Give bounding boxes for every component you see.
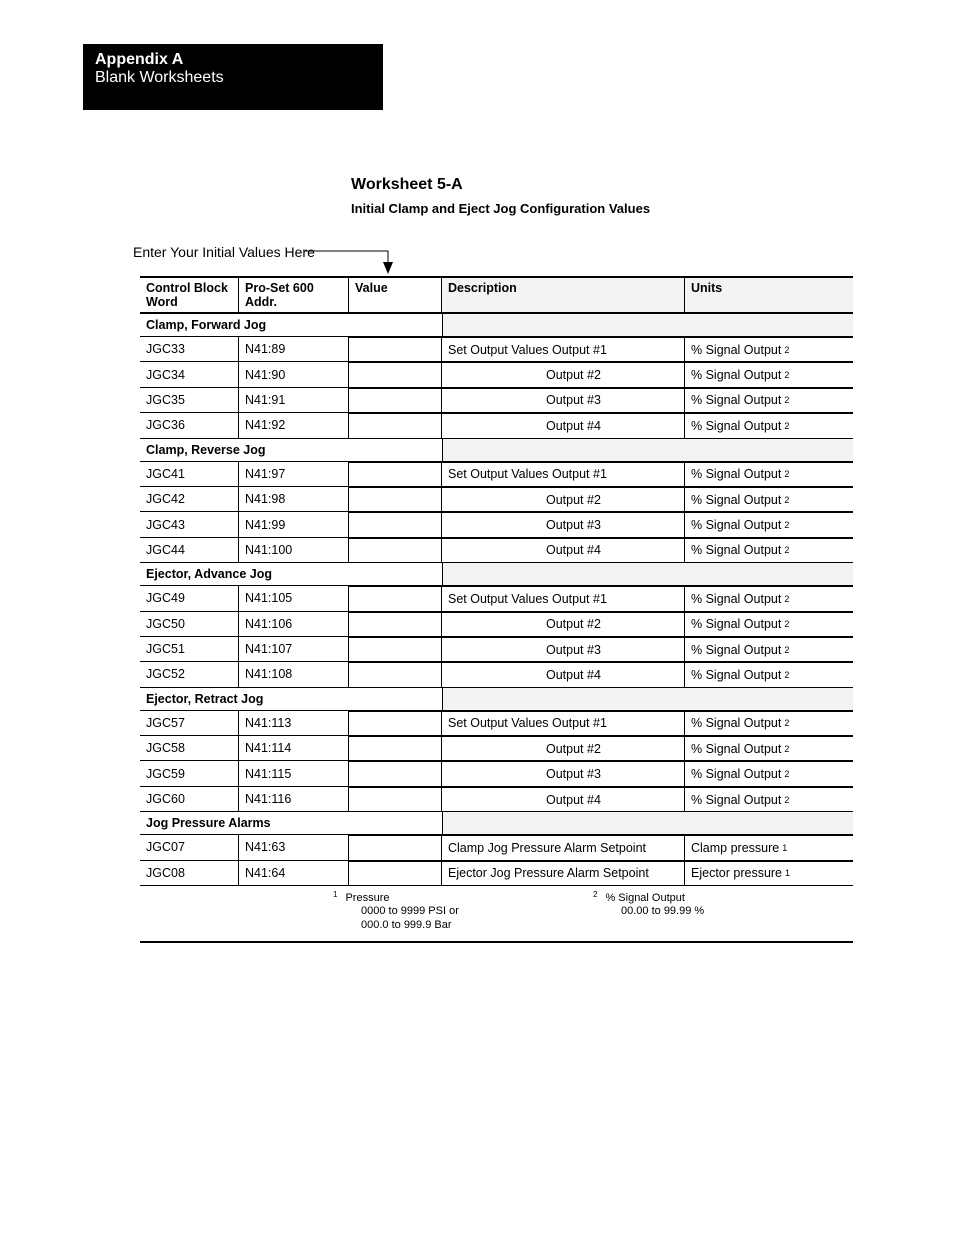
- units-footnote-ref: 2: [784, 344, 790, 355]
- table-row: [140, 787, 853, 812]
- control-block-word: JGC08: [140, 861, 239, 885]
- description-cell: Set Output Values Output #1: [442, 462, 685, 486]
- control-block-word: JGC60: [140, 787, 239, 811]
- footnote-line: % Signal Output: [605, 892, 685, 905]
- value-entry-cell[interactable]: [349, 861, 442, 885]
- control-block-word: JGC51: [140, 637, 239, 661]
- table-row: [140, 362, 853, 387]
- section-shade: [442, 812, 853, 834]
- units-footnote-ref: 2: [784, 469, 790, 480]
- value-entry-cell[interactable]: [349, 612, 442, 636]
- units-footnote-ref: 2: [784, 520, 790, 531]
- units-text: % Signal Output: [691, 642, 782, 657]
- worksheet-table: [140, 276, 853, 943]
- description-cell: Output #2: [442, 362, 685, 386]
- col-header-units: Units: [685, 278, 853, 312]
- table-row: [140, 538, 853, 563]
- description-cell: Output #2: [442, 487, 685, 511]
- units-cell: [685, 512, 853, 536]
- value-entry-cell[interactable]: [349, 787, 442, 811]
- units-text: % Signal Output: [691, 591, 782, 606]
- units-text: % Signal Output: [691, 467, 782, 482]
- address-cell: N41:106: [239, 612, 349, 636]
- value-entry-cell[interactable]: [349, 512, 442, 536]
- units-text: % Signal Output: [691, 418, 782, 433]
- description-cell: Output #2: [442, 612, 685, 636]
- address-cell: N41:108: [239, 662, 349, 686]
- section-label: Ejector, Retract Jog: [146, 691, 264, 706]
- table-row: [140, 761, 853, 786]
- units-text: % Signal Output: [691, 543, 782, 558]
- control-block-word: JGC52: [140, 662, 239, 686]
- address-cell: N41:90: [239, 362, 349, 386]
- col-header-value: Value: [349, 278, 442, 312]
- units-footnote-ref: 1: [785, 868, 791, 879]
- units-footnote-ref: 1: [782, 842, 788, 853]
- units-cell: [685, 388, 853, 412]
- control-block-word: JGC34: [140, 362, 239, 386]
- units-cell: [685, 612, 853, 636]
- appendix-title: Appendix A: [95, 51, 184, 68]
- section-shade: [442, 439, 853, 461]
- pointer-arrow-icon: [300, 245, 400, 277]
- section-shade: [442, 688, 853, 710]
- units-footnote-ref: 2: [784, 769, 790, 780]
- value-entry-cell[interactable]: [349, 835, 442, 859]
- units-footnote-ref: 2: [784, 619, 790, 630]
- address-cell: N41:114: [239, 736, 349, 760]
- value-entry-cell[interactable]: [349, 362, 442, 386]
- units-text: % Signal Output: [691, 667, 782, 682]
- address-cell: N41:63: [239, 835, 349, 859]
- units-footnote-ref: 2: [784, 395, 790, 406]
- units-cell: [685, 413, 853, 437]
- section-value-gap: [349, 563, 442, 585]
- section-label: Clamp, Reverse Jog: [146, 442, 266, 457]
- table-row: [140, 637, 853, 662]
- footnote-mark: 1: [333, 890, 338, 900]
- units-text: % Signal Output: [691, 342, 782, 357]
- value-entry-cell[interactable]: [349, 487, 442, 511]
- description-cell: Output #4: [442, 787, 685, 811]
- value-entry-cell[interactable]: [349, 413, 442, 437]
- worksheet-title: Worksheet 5-A: [351, 176, 463, 193]
- units-cell: [685, 736, 853, 760]
- units-footnote-ref: 2: [784, 593, 790, 604]
- control-block-word: JGC43: [140, 512, 239, 536]
- units-cell: [685, 662, 853, 686]
- control-block-word: JGC58: [140, 736, 239, 760]
- address-cell: N41:107: [239, 637, 349, 661]
- description-cell: Output #4: [442, 538, 685, 562]
- control-block-word: JGC35: [140, 388, 239, 412]
- section-shade: [442, 314, 853, 336]
- units-text: % Signal Output: [691, 518, 782, 533]
- section-row: [140, 812, 853, 835]
- units-cell: [685, 538, 853, 562]
- control-block-word: JGC33: [140, 337, 239, 361]
- table-row: [140, 337, 853, 362]
- footnote-line: Pressure: [345, 892, 390, 905]
- units-footnote-ref: 2: [784, 794, 790, 805]
- value-entry-cell[interactable]: [349, 662, 442, 686]
- footnote-mark: 2: [593, 890, 598, 900]
- appendix-header: [83, 44, 383, 110]
- value-entry-cell[interactable]: [349, 711, 442, 735]
- units-cell: [685, 861, 853, 885]
- value-entry-cell[interactable]: [349, 736, 442, 760]
- col-header-control-block-word: Control Block Word: [140, 278, 239, 312]
- section-row: [140, 314, 853, 337]
- table-row: [140, 413, 853, 438]
- units-cell: [685, 586, 853, 610]
- address-cell: N41:98: [239, 487, 349, 511]
- units-text: % Signal Output: [691, 767, 782, 782]
- control-block-word: JGC36: [140, 413, 239, 437]
- units-text: % Signal Output: [691, 393, 782, 408]
- address-cell: N41:99: [239, 512, 349, 536]
- col-header-description: Description: [442, 278, 685, 312]
- table-row: [140, 835, 853, 860]
- units-footnote-ref: 2: [784, 494, 790, 505]
- address-cell: N41:100: [239, 538, 349, 562]
- control-block-word: JGC41: [140, 462, 239, 486]
- control-block-word: JGC07: [140, 835, 239, 859]
- enter-values-label: Enter Your Initial Values Here: [133, 244, 315, 260]
- description-cell: Set Output Values Output #1: [442, 711, 685, 735]
- table-row: [140, 512, 853, 537]
- section-label: Clamp, Forward Jog: [146, 318, 267, 332]
- section-label: Jog Pressure Alarms: [146, 816, 271, 831]
- units-cell: [685, 711, 853, 735]
- footnotes: [140, 886, 853, 943]
- control-block-word: JGC49: [140, 586, 239, 610]
- section-value-gap: [349, 688, 442, 710]
- units-text: % Signal Output: [691, 617, 782, 632]
- address-cell: N41:113: [239, 711, 349, 735]
- units-text: % Signal Output: [691, 368, 782, 383]
- units-cell: [685, 337, 853, 361]
- units-cell: [685, 637, 853, 661]
- units-cell: [685, 487, 853, 511]
- description-cell: Output #4: [442, 413, 685, 437]
- footnote-1: [333, 890, 459, 932]
- units-footnote-ref: 2: [784, 545, 790, 556]
- address-cell: N41:97: [239, 462, 349, 486]
- footnote-line: 00.00 to 99.99 %: [621, 905, 705, 918]
- description-cell: Output #3: [442, 761, 685, 785]
- units-footnote-ref: 2: [784, 743, 790, 754]
- address-cell: N41:105: [239, 586, 349, 610]
- units-footnote-ref: 2: [784, 718, 790, 729]
- table-row: [140, 388, 853, 413]
- units-text: % Signal Output: [691, 716, 782, 731]
- control-block-word: JGC50: [140, 612, 239, 636]
- units-text: Ejector pressure: [691, 866, 783, 881]
- appendix-section: Blank Worksheets: [95, 69, 224, 86]
- units-cell: [685, 761, 853, 785]
- description-cell: Output #2: [442, 736, 685, 760]
- table-row: [140, 861, 853, 886]
- section-label: Ejector, Advance Jog: [146, 567, 272, 582]
- value-entry-cell[interactable]: [349, 388, 442, 412]
- units-cell: [685, 462, 853, 486]
- table-row: [140, 736, 853, 761]
- section-row: [140, 688, 853, 711]
- description-cell: Output #3: [442, 512, 685, 536]
- table-row: [140, 711, 853, 736]
- section-value-gap: [349, 314, 442, 336]
- value-entry-cell[interactable]: [349, 637, 442, 661]
- address-cell: N41:64: [239, 861, 349, 885]
- description-cell: Output #3: [442, 388, 685, 412]
- units-cell: [685, 835, 853, 859]
- description-cell: Ejector Jog Pressure Alarm Setpoint: [442, 861, 685, 885]
- table-row: [140, 487, 853, 512]
- description-cell: Set Output Values Output #1: [442, 586, 685, 610]
- section-row: [140, 563, 853, 586]
- section-row: [140, 439, 853, 462]
- units-cell: [685, 787, 853, 811]
- address-cell: N41:91: [239, 388, 349, 412]
- description-cell: Set Output Values Output #1: [442, 337, 685, 361]
- units-cell: [685, 362, 853, 386]
- footnote-line: 0000 to 9999 PSI or: [361, 905, 459, 918]
- address-cell: N41:115: [239, 761, 349, 785]
- table-row: [140, 612, 853, 637]
- address-cell: N41:92: [239, 413, 349, 437]
- control-block-word: JGC44: [140, 538, 239, 562]
- description-cell: Output #3: [442, 637, 685, 661]
- address-cell: N41:116: [239, 787, 349, 811]
- table-row: [140, 586, 853, 611]
- units-footnote-ref: 2: [784, 669, 790, 680]
- units-text: % Signal Output: [691, 741, 782, 756]
- value-entry-cell[interactable]: [349, 761, 442, 785]
- units-footnote-ref: 2: [784, 420, 790, 431]
- address-cell: N41:89: [239, 337, 349, 361]
- value-entry-cell[interactable]: [349, 538, 442, 562]
- value-entry-cell[interactable]: [349, 337, 442, 361]
- table-row: [140, 462, 853, 487]
- value-entry-cell[interactable]: [349, 586, 442, 610]
- units-footnote-ref: 2: [784, 644, 790, 655]
- units-text: % Signal Output: [691, 792, 782, 807]
- control-block-word: JGC59: [140, 761, 239, 785]
- table-row: [140, 662, 853, 687]
- description-cell: Clamp Jog Pressure Alarm Setpoint: [442, 835, 685, 859]
- control-block-word: JGC42: [140, 487, 239, 511]
- table-header-row: [140, 278, 853, 314]
- value-entry-cell[interactable]: [349, 462, 442, 486]
- section-value-gap: [349, 812, 442, 834]
- section-value-gap: [349, 439, 442, 461]
- description-cell: Output #4: [442, 662, 685, 686]
- footnote-line: 000.0 to 999.9 Bar: [361, 919, 452, 932]
- worksheet-subtitle: Initial Clamp and Eject Jog Configuration Values: [351, 201, 651, 216]
- units-text: % Signal Output: [691, 492, 782, 507]
- section-shade: [442, 563, 853, 585]
- col-header-address: Pro-Set 600 Addr.: [239, 278, 349, 312]
- control-block-word: JGC57: [140, 711, 239, 735]
- units-footnote-ref: 2: [784, 370, 790, 381]
- footnote-2: [593, 890, 704, 918]
- units-text: Clamp pressure: [691, 840, 780, 855]
